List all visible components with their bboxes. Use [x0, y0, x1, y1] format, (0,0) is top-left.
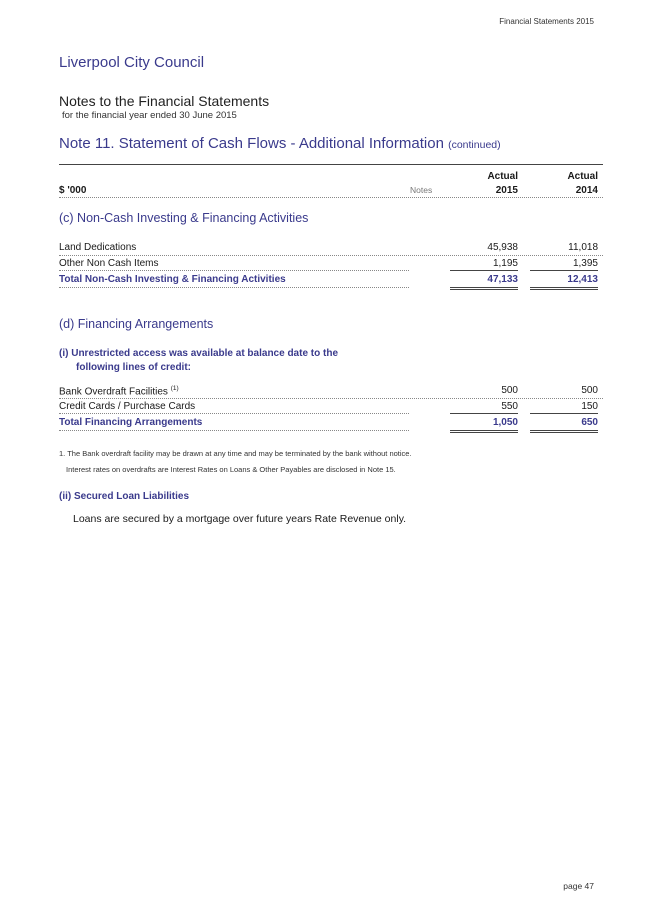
col-year-2015: 2015 — [495, 185, 518, 196]
col-unit: $ '000 — [59, 185, 87, 196]
row-rule — [59, 255, 603, 256]
col-actual-2015: Actual — [487, 171, 518, 182]
total-value-2015: 47,133 — [487, 274, 518, 285]
row-rule — [59, 413, 409, 414]
row-rule — [59, 270, 409, 271]
subtotal-rule-2014 — [530, 270, 598, 271]
subsection-i-line2: following lines of credit: — [76, 362, 191, 373]
subsection-i-line1: (i) Unrestricted access was available at balance date to the — [59, 348, 339, 359]
note-title-suffix: (continued) — [448, 139, 501, 151]
total-double-rule-2015 — [450, 430, 518, 433]
total-double-rule-2014 — [530, 287, 598, 290]
row-value-2014: 1,395 — [572, 258, 598, 269]
org-name: Liverpool City Council — [59, 54, 205, 71]
row-label: Land Dedications — [59, 242, 137, 253]
total-value-2015: 1,050 — [492, 417, 518, 428]
total-double-rule-2015 — [450, 287, 518, 290]
footnote-1: 1. The Bank overdraft facility may be drawn at any time and may be terminated by the bank without notice. — [59, 449, 412, 458]
row-value-2015: 45,938 — [487, 242, 518, 253]
subtotal-rule-2015 — [450, 270, 518, 271]
header-bottom-rule — [59, 197, 603, 198]
row-rule — [59, 398, 603, 399]
col-notes: Notes — [410, 185, 433, 195]
footnote-2: Interest rates on overdrafts are Interest Rates on Loans & Other Payables are disclosed in Note 15. — [66, 465, 396, 474]
total-rule — [59, 287, 409, 288]
subsection-ii-title: (ii) Secured Loan Liabilities — [59, 491, 190, 502]
row-value-2014: 150 — [581, 401, 598, 412]
page-header: Financial Statements 2015 — [499, 17, 594, 26]
section-c-title: (c) Non-Cash Investing & Financing Activities — [59, 211, 309, 225]
subtotal-rule-2015 — [450, 413, 518, 414]
row-value-2014: 500 — [581, 385, 598, 396]
col-year-2014: 2014 — [575, 185, 598, 196]
row-label: Other Non Cash Items — [59, 258, 159, 269]
section-d-title: (d) Financing Arrangements — [59, 317, 214, 331]
row-value-2015: 500 — [501, 385, 518, 396]
total-label: Total Non-Cash Investing & Financing Activities — [59, 274, 286, 285]
footnote-ref: (1) — [170, 385, 179, 392]
header-top-rule — [59, 164, 603, 165]
page-number: page 47 — [563, 881, 594, 891]
note-title — [59, 135, 501, 152]
row-value-2014: 11,018 — [568, 242, 598, 253]
subsection-ii-text: Loans are secured by a mortgage over future years Rate Revenue only. — [73, 513, 407, 525]
row-value-2015: 1,195 — [492, 258, 518, 269]
total-label: Total Financing Arrangements — [59, 417, 203, 428]
col-actual-2014: Actual — [567, 171, 598, 182]
notes-title: Notes to the Financial Statements — [59, 93, 270, 109]
note-title-text: Note 11. Statement of Cash Flows - Additional Information — [59, 135, 444, 152]
total-double-rule-2014 — [530, 430, 598, 433]
row-label: Credit Cards / Purchase Cards — [59, 401, 196, 412]
row-value-2015: 550 — [501, 401, 518, 412]
total-value-2014: 650 — [581, 417, 598, 428]
row-label-text: Bank Overdraft Facilities — [59, 386, 168, 398]
notes-subtitle: for the financial year ended 30 June 2015 — [62, 110, 237, 121]
subtotal-rule-2014 — [530, 413, 598, 414]
total-rule — [59, 430, 409, 431]
row-label — [59, 385, 179, 397]
total-value-2014: 12,413 — [567, 274, 598, 285]
